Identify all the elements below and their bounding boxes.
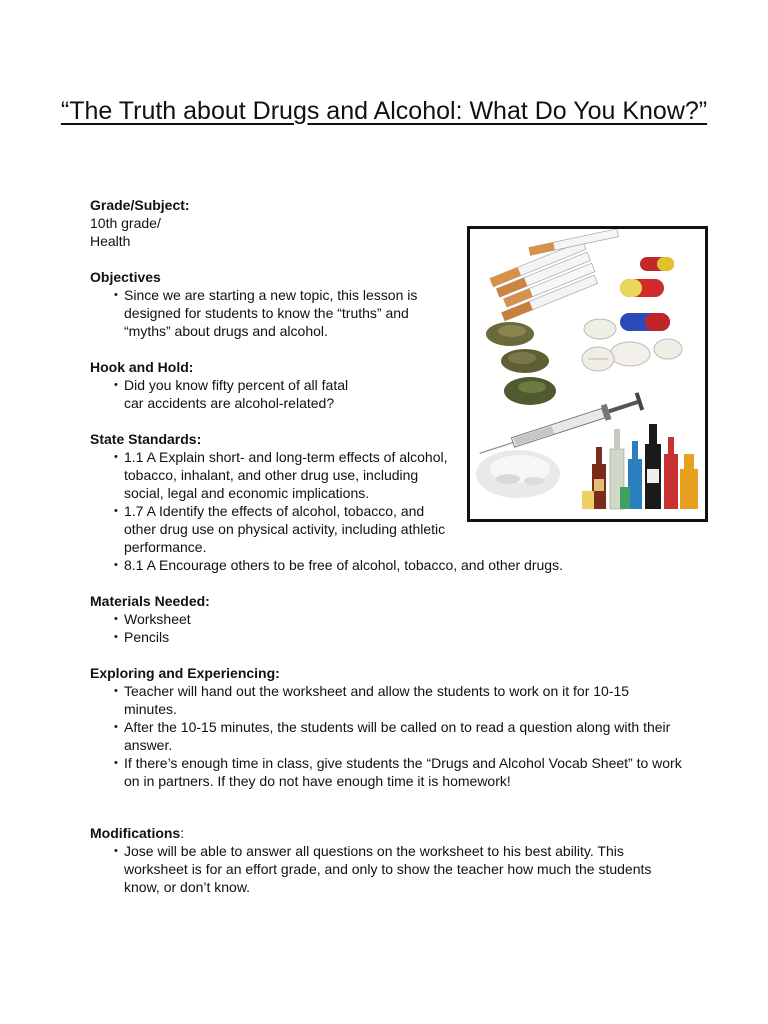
modifications-heading [90,824,690,842]
modifications-heading-colon: : [180,825,185,841]
exploring-item: • If there’s enough time in class, give students the “Drugs and Alcohol Vocab Sheet” to work on in partners. If they do not have enough time it is homework! [90,754,684,790]
grade-line: 10th grade/ [90,215,161,231]
standard-item: • 1.7 A Identify the effects of alcohol, tobacco, and other drug use on physical activity, including athletic performance. [90,502,454,556]
standard-item: • 1.1 A Explain short- and long-term effects of alcohol, tobacco, inhalant, and other drug use, including social, legal and economic implications. [90,448,459,502]
objectives-section [90,268,690,340]
materials-section [90,592,690,646]
exploring-item: • After the 10-15 minutes, the students will be called on to read a question along with their answer. [90,718,684,754]
material-item: • Worksheet [90,610,690,628]
hook-and-hold-section [90,358,690,412]
objective-item: • Since we are starting a new topic, this lesson is designed for students to know the “truths” and “myths” about drugs and alcohol. [90,286,444,340]
material-item: • Pencils [90,628,690,646]
modifications-section [90,824,690,896]
objectives-heading: Objectives [90,269,161,285]
lesson-plan-body [90,196,690,914]
grade-subject-section [90,196,690,250]
state-standards-section [90,430,690,574]
hook-and-hold-heading: Hook and Hold: [90,359,194,375]
exploring-heading: Exploring and Experiencing: [90,665,280,681]
exploring-section [90,664,690,790]
page-title: “The Truth about Drugs and Alcohol: What Do You Know?” [60,97,708,125]
exploring-item: • Teacher will hand out the worksheet and allow the students to work on it for 10-15 minutes. [90,682,684,718]
materials-heading: Materials Needed: [90,593,210,609]
hook-item: • Did you know fifty percent of all fatal car accidents are alcohol-related? [90,376,354,412]
modifications-heading-text: Modifications [90,825,181,841]
grade-subject-heading: Grade/Subject: [90,197,190,213]
state-standards-heading: State Standards: [90,431,202,447]
standard-item: • 8.1 A Encourage others to be free of alcohol, tobacco, and other drugs. [90,556,604,574]
modification-item: • Jose will be able to answer all questions on the worksheet to his best ability. This worksheet is for an effort grade, and only to show the teacher how much the students know, or don’t know. [90,842,684,896]
subject-line: Health [90,233,131,249]
